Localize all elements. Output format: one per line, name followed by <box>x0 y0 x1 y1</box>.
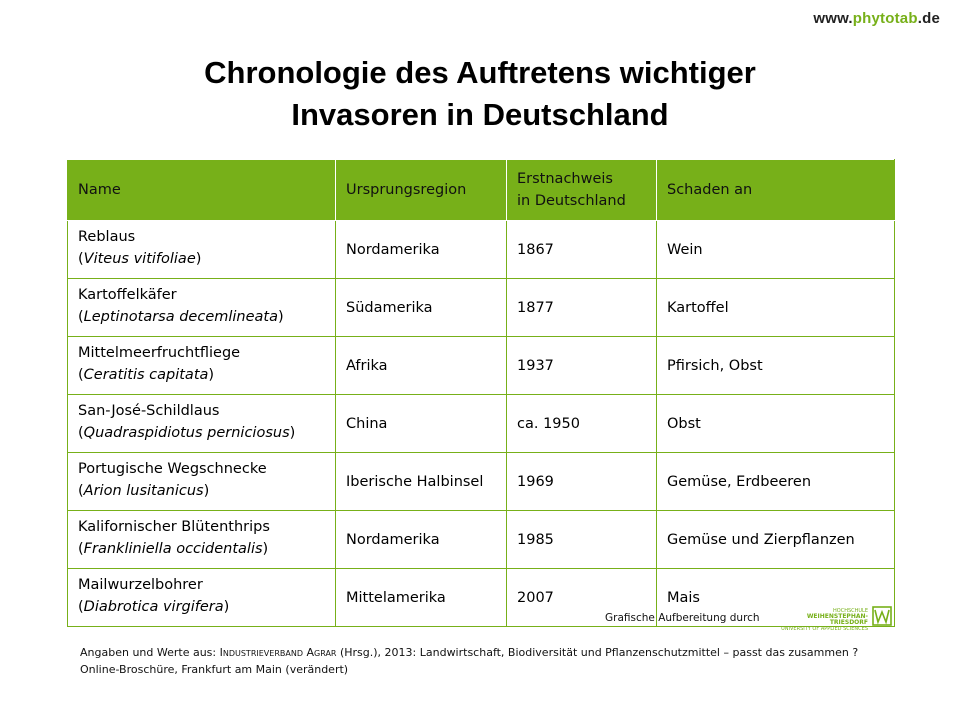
cell-first-record: 1867 <box>507 221 657 279</box>
cell-origin-region: Afrika <box>336 337 507 395</box>
credit-text: Grafische Aufbereitung durch <box>605 612 760 624</box>
cell-species-name <box>68 395 336 453</box>
site-url-suffix: .de <box>917 10 940 27</box>
university-logo <box>774 606 892 632</box>
species-common-name: San-José-Schildlaus <box>78 403 220 419</box>
cell-species-name <box>68 511 336 569</box>
cell-first-record: 1985 <box>507 511 657 569</box>
cell-species-name <box>68 279 336 337</box>
table-row <box>68 569 895 627</box>
cell-origin-region: Nordamerika <box>336 221 507 279</box>
species-latin-text: Quadraspidiotus perniciosus <box>83 425 290 441</box>
cell-first-record: 1877 <box>507 279 657 337</box>
cell-damage: Kartoffel <box>657 279 895 337</box>
species-latin-name: (Ceratitis capitata) <box>78 367 215 383</box>
logo-text <box>774 608 868 632</box>
logo-line2: WEIHENSTEPHAN-TRIESDORF <box>806 613 868 626</box>
species-latin-text: Frankliniella occidentalis <box>83 541 263 557</box>
species-latin-text: Ceratitis capitata <box>83 367 209 383</box>
cell-origin-region: Nordamerika <box>336 511 507 569</box>
logo-line3: UNIVERSITY OF APPLIED SCIENCES <box>781 626 868 632</box>
table-row <box>68 395 895 453</box>
species-latin-name: (Quadraspidiotus perniciosus) <box>78 425 296 441</box>
cell-first-record: 2007 <box>507 569 657 627</box>
cell-first-record: ca. 1950 <box>507 395 657 453</box>
species-latin-name: (Leptinotarsa decemlineata) <box>78 309 284 325</box>
source-rest: (Hrsg.), 2013: Landwirtschaft, Biodiversität und Pflanzenschutzmittel – passt das zusammen ? Online-Broschüre, Frankfurt am Main (verändert) <box>80 646 859 676</box>
cell-origin-region: Südamerika <box>336 279 507 337</box>
cell-damage: Mais <box>657 569 895 627</box>
species-common-name: Mittelmeerfruchtfliege <box>78 345 241 361</box>
column-header-damage: Schaden an <box>657 160 895 221</box>
column-header-first-record-line2: in Deutschland <box>517 193 626 209</box>
site-url-brand: phytotab <box>852 10 918 27</box>
cell-damage: Gemüse, Erdbeeren <box>657 453 895 511</box>
source-prefix: Angaben und Werte aus: <box>80 646 220 659</box>
species-latin-name: (Diabrotica virgifera) <box>78 599 230 615</box>
column-header-first-record-line1: Erstnachweis <box>517 171 613 187</box>
page-title-line1: Chronologie des Auftretens wichtiger <box>204 55 756 90</box>
column-header-first-record <box>507 160 657 221</box>
species-latin-text: Leptinotarsa decemlineata <box>83 309 278 325</box>
invasive-species-table <box>67 159 895 627</box>
site-url-prefix: www. <box>813 10 853 27</box>
cell-species-name <box>68 453 336 511</box>
species-latin-name: (Viteus vitifoliae) <box>78 251 202 267</box>
table-row <box>68 337 895 395</box>
species-common-name: Kartoffelkäfer <box>78 287 177 303</box>
cell-first-record: 1937 <box>507 337 657 395</box>
source-author: Industrieverband Agrar <box>219 646 337 659</box>
species-latin-text: Diabrotica virgifera <box>83 599 224 615</box>
table-row <box>68 511 895 569</box>
cell-damage: Obst <box>657 395 895 453</box>
table-row <box>68 279 895 337</box>
species-common-name: Kalifornischer Blütenthrips <box>78 519 270 535</box>
species-common-name: Reblaus <box>78 229 136 245</box>
hswt-logo-icon <box>872 606 892 626</box>
table-body <box>68 221 895 627</box>
site-url <box>813 10 940 27</box>
page-title-line2: Invasoren in Deutschland <box>291 97 669 132</box>
column-header-region: Ursprungsregion <box>336 160 507 221</box>
source-note <box>80 644 900 678</box>
cell-damage: Pfirsich, Obst <box>657 337 895 395</box>
table-row <box>68 221 895 279</box>
cell-origin-region: China <box>336 395 507 453</box>
cell-origin-region: Iberische Halbinsel <box>336 453 507 511</box>
cell-species-name <box>68 337 336 395</box>
table-row <box>68 453 895 511</box>
cell-damage: Wein <box>657 221 895 279</box>
cell-first-record: 1969 <box>507 453 657 511</box>
cell-species-name <box>68 221 336 279</box>
species-latin-name: (Arion lusitanicus) <box>78 483 210 499</box>
species-common-name: Mailwurzelbohrer <box>78 577 203 593</box>
species-latin-name: (Frankliniella occidentalis) <box>78 541 269 557</box>
species-latin-text: Arion lusitanicus <box>83 483 204 499</box>
species-latin-text: Viteus vitifoliae <box>83 251 196 267</box>
column-header-name: Name <box>68 160 336 221</box>
cell-damage: Gemüse und Zierpflanzen <box>657 511 895 569</box>
page-title <box>0 52 960 136</box>
cell-species-name <box>68 569 336 627</box>
logo-line1: HOCHSCHULE <box>833 608 868 614</box>
table-header-row <box>68 160 895 221</box>
cell-origin-region: Mittelamerika <box>336 569 507 627</box>
species-common-name: Portugische Wegschnecke <box>78 461 267 477</box>
